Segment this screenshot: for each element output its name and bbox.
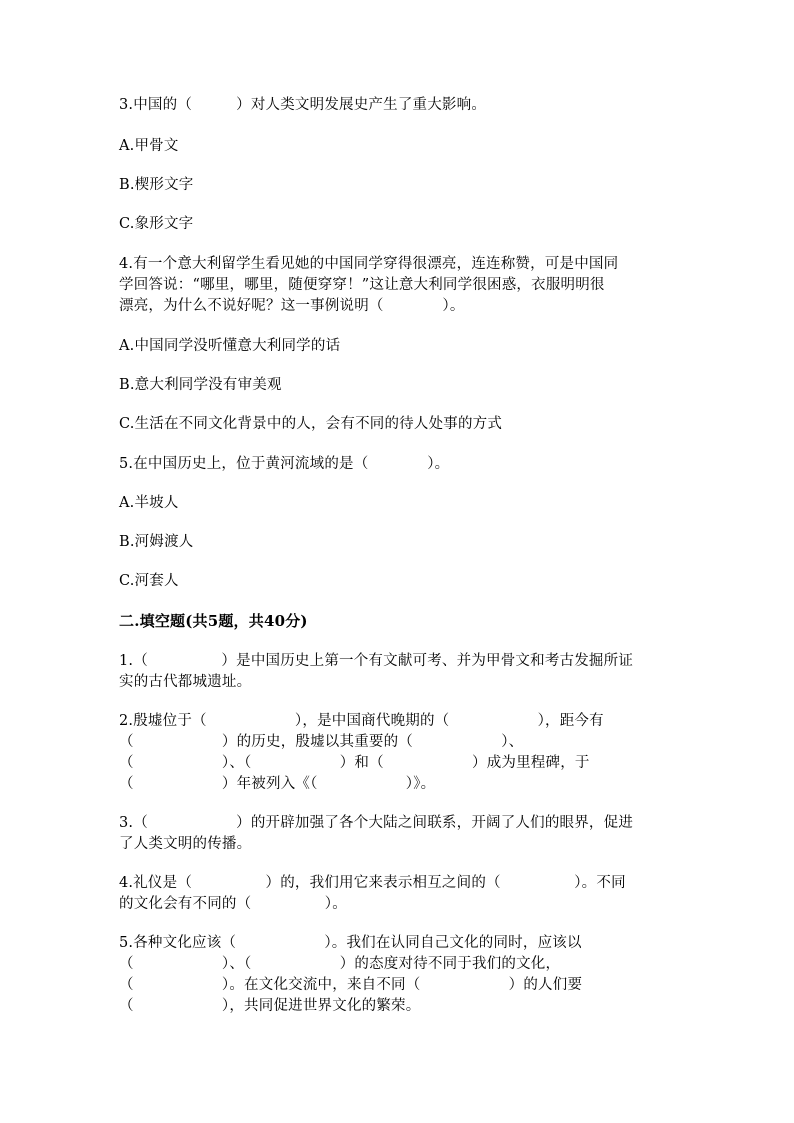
fill-question-5-line-2: （ ）、（ ）的态度对待不同于我们的文化，	[119, 956, 561, 972]
fill-question-5-line-4: （ ），共同促进世界文化的繁荣。	[119, 998, 421, 1014]
question-5-option-a: A.半坡人	[119, 495, 179, 511]
fill-question-1-line-1: 1.（ ）是中国历史上第一个有文献可考、并为甲骨文和考古发掘所证	[119, 653, 634, 669]
fill-question-4-line-2: 的文化会有不同的（ ）。	[119, 896, 347, 912]
question-3-option-b: B.楔形文字	[119, 177, 194, 193]
fill-question-5-line-3: （ ）。在文化交流中，来自不同（ ）的人们要	[119, 977, 583, 993]
fill-question-2-line-4: （ ）年被列入《（ ）》。	[119, 776, 436, 792]
question-4-option-b: B.意大利同学没有审美观	[119, 377, 282, 393]
question-3-option-a: A.甲骨文	[119, 138, 179, 154]
question-4-option-c: C.生活在不同文化背景中的人，会有不同的待人处事的方式	[119, 416, 503, 432]
fill-question-1-line-2: 实的古代都城遗址。	[119, 674, 252, 690]
question-4-stem-line-1: 4.有一个意大利留学生看见她的中国同学穿得很漂亮，连连称赞，可是中国同	[119, 256, 619, 272]
question-4-stem-line-3: 漂亮，为什么不说好呢？这一事例说明（ ）。	[119, 298, 465, 314]
question-5-option-c: C.河套人	[119, 573, 179, 589]
fill-question-2-line-3: （ ）、（ ）和（ ）成为里程碑，于	[119, 755, 590, 771]
question-3-stem: 3.中国的（ ）对人类文明发展史产生了重大影响。	[119, 97, 487, 113]
fill-question-5-line-1: 5.各种文化应该（ ）。我们在认同自己文化的同时，应该以	[119, 935, 582, 951]
section-heading-fill-in: 二.填空题(共5题，共40分)	[119, 612, 308, 630]
fill-question-2-line-2: （ ）的历史，殷墟以其重要的（ ）、	[119, 734, 524, 750]
fill-question-4-line-1: 4.礼仪是（ ）的，我们用它来表示相互之间的（ ）。不同	[119, 875, 626, 891]
question-5-option-b: B.河姆渡人	[119, 534, 194, 550]
fill-question-3-line-2: 了人类文明的传播。	[119, 836, 252, 852]
question-3-option-c: C.象形文字	[119, 216, 194, 232]
fill-question-3-line-1: 3.（ ）的开辟加强了各个大陆之间联系，开阔了人们的眼界，促进	[119, 815, 634, 831]
fill-question-2-line-1: 2.殷墟位于（ ），是中国商代晚期的（ ），距今有	[119, 713, 604, 729]
question-4-option-a: A.中国同学没听懂意大利同学的话	[119, 338, 341, 354]
question-5-stem: 5.在中国历史上，位于黄河流域的是（ ）。	[119, 456, 450, 472]
question-4-stem-line-2: 学回答说：“哪里，哪里，随便穿穿！”这让意大利同学很困惑，衣服明明很	[119, 277, 605, 293]
